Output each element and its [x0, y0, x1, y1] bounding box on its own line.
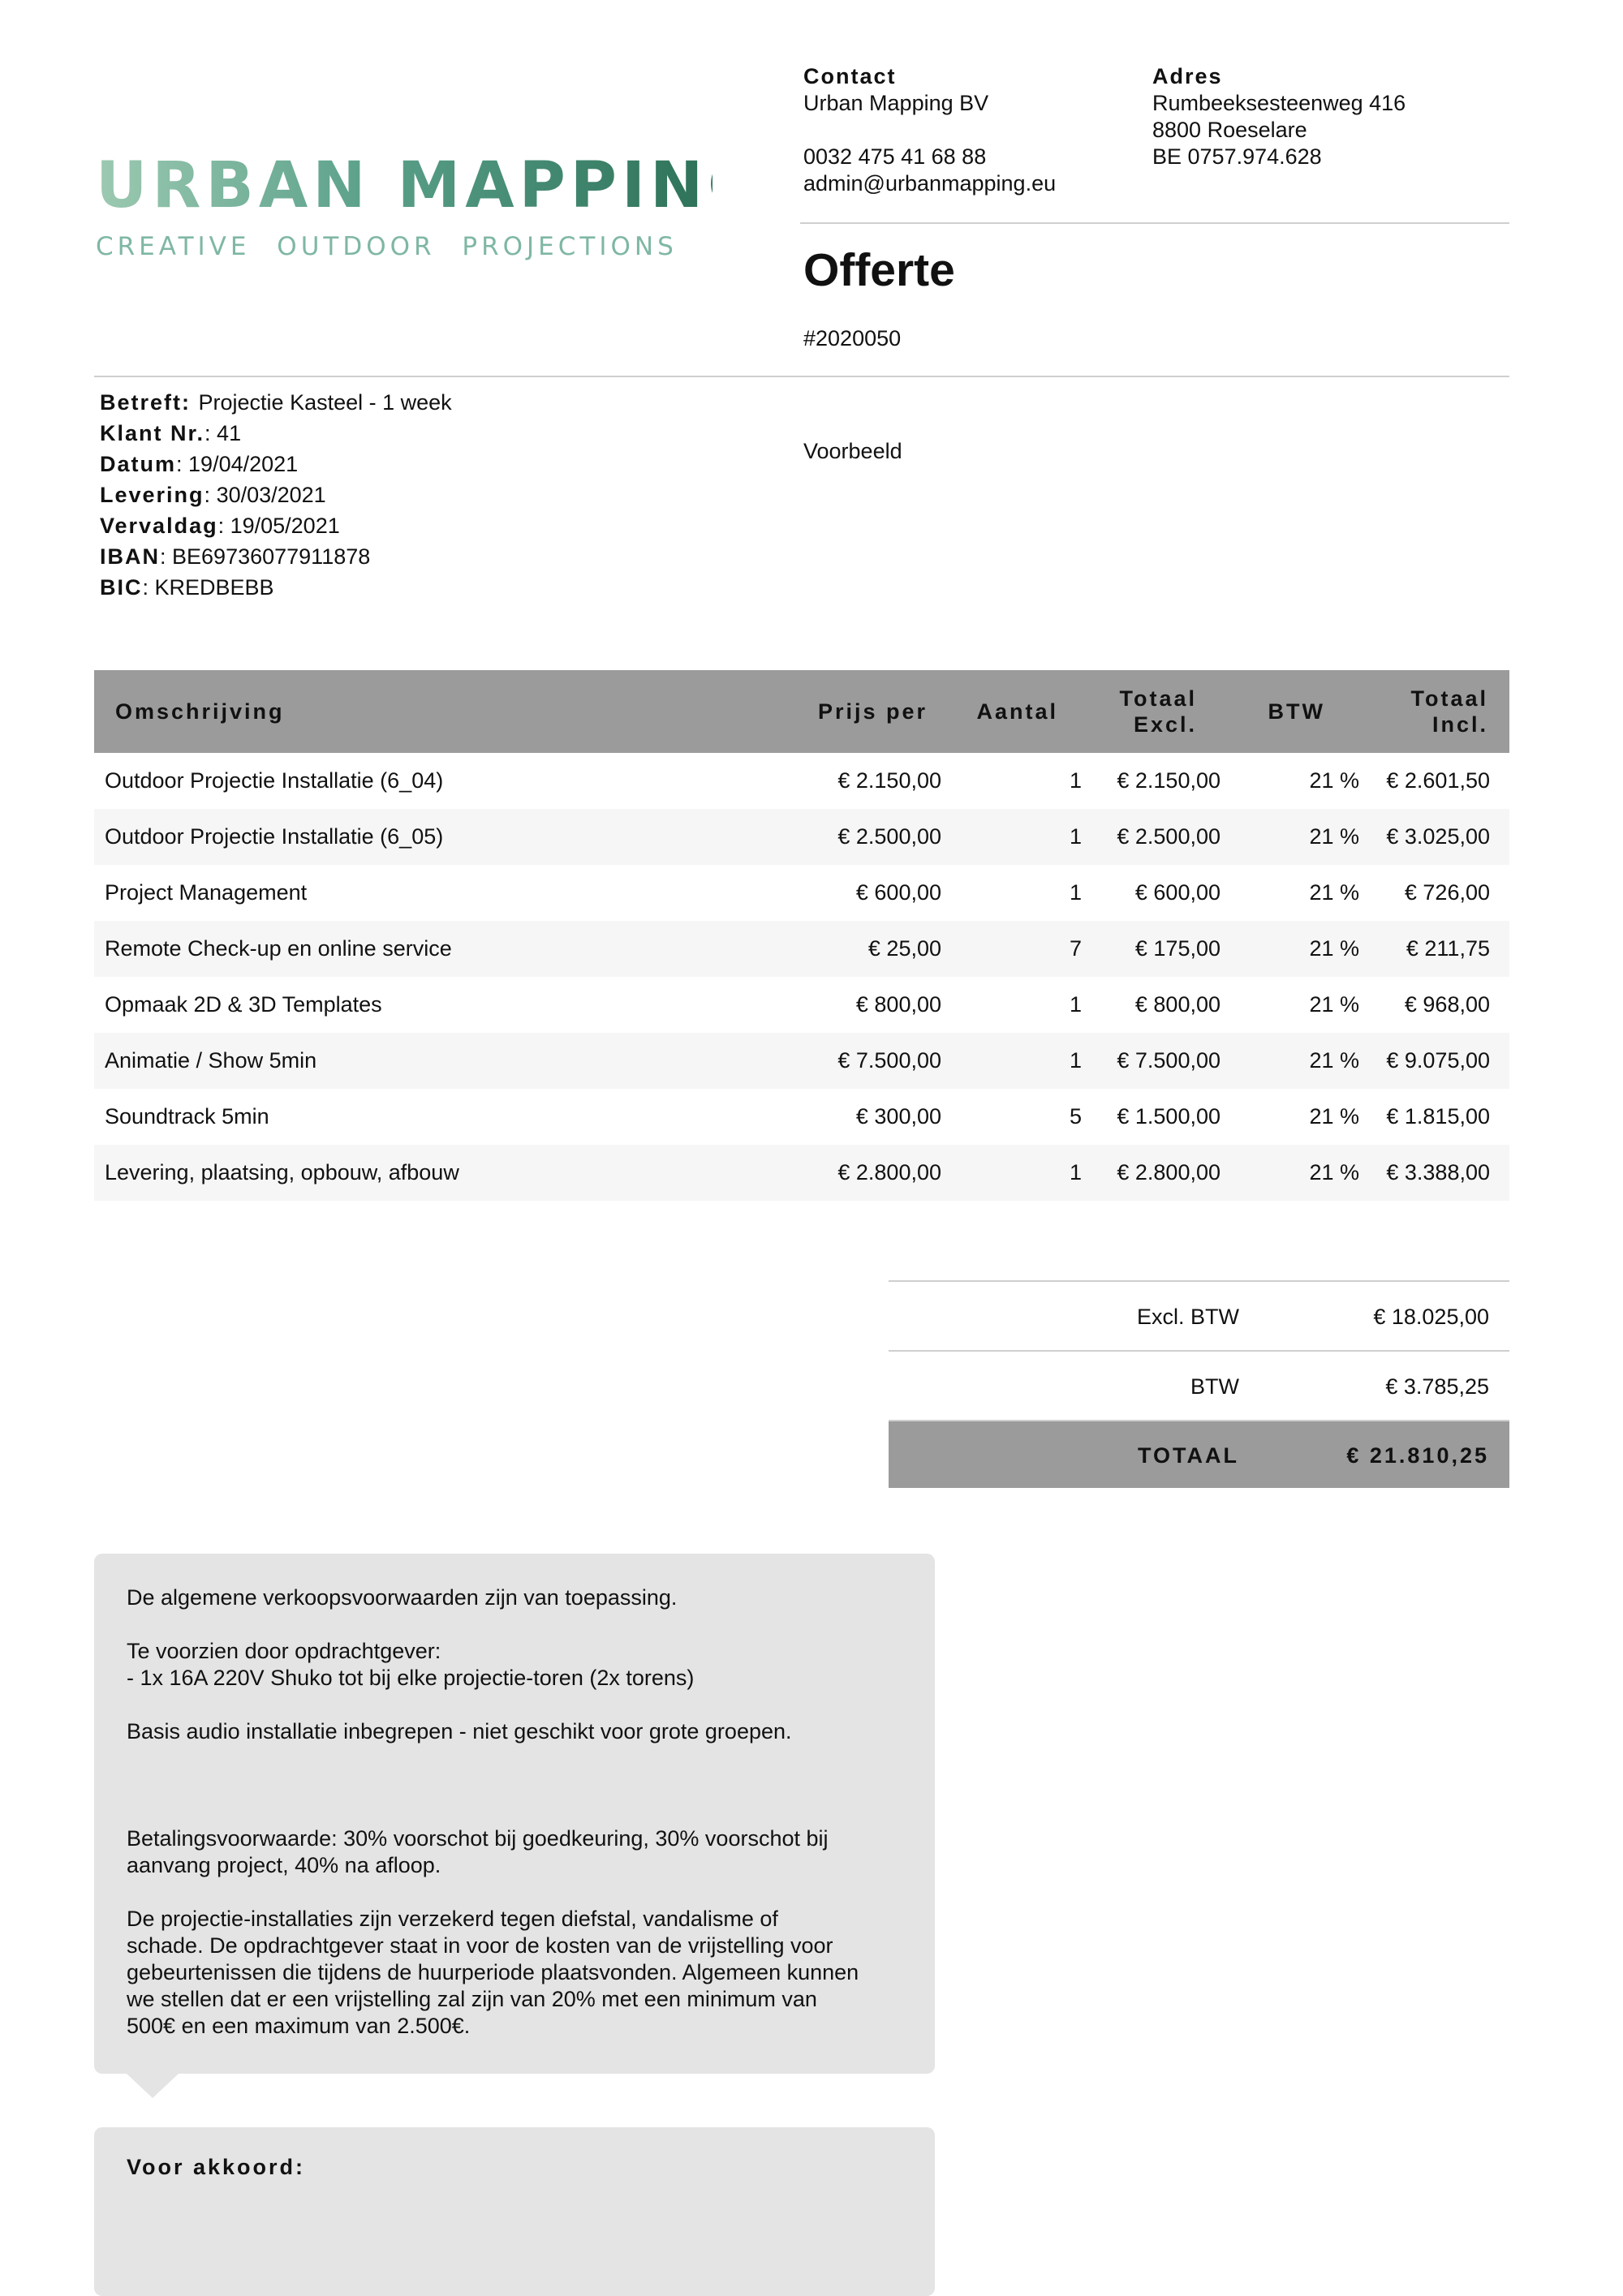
totals-row-btw — [889, 1350, 1509, 1420]
table-row — [94, 1033, 1509, 1089]
line-items-table — [94, 670, 1509, 1201]
table-header — [94, 670, 1509, 753]
cell-total-incl: € 211,75 — [1406, 936, 1490, 961]
cell-description: Remote Check-up en online service — [105, 936, 452, 961]
contact-company: Urban Mapping BV — [803, 91, 989, 115]
meta-value: 41 — [217, 421, 242, 445]
cell-price: € 300,00 — [855, 1104, 941, 1129]
cell-total-excl: € 2.150,00 — [1117, 768, 1220, 793]
cell-price: € 7.500,00 — [837, 1048, 941, 1073]
cell-quantity: 1 — [1069, 992, 1082, 1017]
address-vat: BE 0757.974.628 — [1152, 144, 1322, 169]
cell-quantity: 1 — [1069, 880, 1082, 905]
cell-quantity: 1 — [1069, 1048, 1082, 1073]
cell-total-incl: € 726,00 — [1404, 880, 1490, 905]
logo-subtitle: CREATIVE OUTDOOR PROJECTIONS — [96, 232, 678, 261]
cell-price: € 2.150,00 — [837, 768, 941, 793]
col-header-total-incl: Totaal Incl. — [1410, 686, 1488, 737]
cell-description: Opmaak 2D & 3D Templates — [105, 992, 382, 1017]
note-line: Basis audio installatie inbegrepen - niet geschikt voor grote groepen. — [127, 1719, 792, 1743]
address-heading: Adres — [1152, 64, 1223, 88]
totals-total-value: € 21.810,25 — [1346, 1443, 1489, 1468]
col-header-quantity: Aantal — [976, 699, 1058, 724]
meta-value: 19/04/2021 — [188, 452, 299, 476]
cell-description: Project Management — [105, 880, 308, 905]
totals-total-label: TOTAAL — [1138, 1443, 1239, 1468]
cell-description: Animatie / Show 5min — [105, 1048, 317, 1073]
divider — [800, 222, 1509, 224]
cell-quantity: 1 — [1069, 768, 1082, 793]
table-row — [94, 977, 1509, 1033]
meta-key: Klant Nr. — [100, 421, 205, 445]
cell-total-excl: € 1.500,00 — [1117, 1104, 1220, 1129]
cell-quantity: 1 — [1069, 1160, 1082, 1185]
cell-price: € 2.800,00 — [837, 1160, 941, 1185]
col-header-total-excl: Totaal Excl. — [1119, 686, 1197, 737]
note-line: gebeurtenissen die tijdens de huurperiode plaatsvonden. Algemeen kunnen — [127, 1960, 859, 1984]
col-header-btw: BTW — [1268, 699, 1325, 724]
meta-row: Klant Nr.: 41 — [100, 421, 242, 445]
meta-row: IBAN: BE69736077911878 — [100, 544, 371, 569]
table-row — [94, 1089, 1509, 1145]
col-header-price: Prijs per — [817, 699, 928, 724]
cell-btw: 21 % — [1309, 824, 1359, 849]
totals-btw-label: BTW — [1190, 1374, 1239, 1399]
document-note: Voorbeeld — [803, 439, 902, 463]
cell-total-incl: € 9.075,00 — [1386, 1048, 1490, 1073]
note-line: Te voorzien door opdrachtgever: — [127, 1639, 441, 1663]
cell-description: Outdoor Projectie Installatie (6_05) — [105, 824, 444, 849]
cell-total-excl: € 2.500,00 — [1117, 824, 1220, 849]
note-line: - 1x 16A 220V Shuko tot bij elke projectie-toren (2x torens) — [127, 1666, 695, 1690]
cell-btw: 21 % — [1309, 1160, 1359, 1185]
cell-total-incl: € 3.025,00 — [1386, 824, 1490, 849]
cell-btw: 21 % — [1309, 992, 1359, 1017]
signature-heading: Voor akkoord: — [127, 2155, 306, 2179]
contact-block — [803, 63, 1056, 197]
note-line: we stellen dat er een vrijstelling zal zijn van 20% met een minimum van — [127, 1987, 817, 2011]
meta-row: Levering: 30/03/2021 — [100, 483, 326, 507]
cell-total-incl: € 3.388,00 — [1386, 1160, 1490, 1185]
cell-btw: 21 % — [1309, 1048, 1359, 1073]
meta-row: Betreft: Projectie Kasteel - 1 week — [100, 390, 452, 415]
speech-tail — [127, 2074, 179, 2098]
signature-box — [94, 2127, 935, 2296]
cell-quantity: 5 — [1069, 1104, 1082, 1129]
meta-key: Datum — [100, 452, 177, 476]
table-row — [94, 865, 1509, 921]
document-number: #2020050 — [803, 326, 902, 350]
totals-btw-value: € 3.785,25 — [1385, 1374, 1489, 1399]
totals-row-excl — [889, 1280, 1509, 1350]
address-street: Rumbeeksesteenweg 416 — [1152, 91, 1406, 115]
cell-btw: 21 % — [1309, 936, 1359, 961]
totals-block — [889, 1280, 1509, 1488]
contact-phone: 0032 475 41 68 88 — [803, 144, 987, 169]
meta-key: Betreft — [100, 390, 183, 415]
note-line: 500€ en een maximum van 2.500€. — [127, 2014, 471, 2038]
cell-total-excl: € 800,00 — [1134, 992, 1220, 1017]
divider — [94, 376, 1509, 377]
meta-key: BIC — [100, 575, 143, 600]
terms-notes — [94, 1554, 935, 2074]
cell-quantity: 7 — [1069, 936, 1082, 961]
note-line: aanvang project, 40% na afloop. — [127, 1853, 441, 1877]
meta-row: Vervaldag: 19/05/2021 — [100, 514, 340, 538]
cell-quantity: 1 — [1069, 824, 1082, 849]
contact-email: admin@urbanmapping.eu — [803, 171, 1057, 196]
cell-price: € 25,00 — [867, 936, 941, 961]
meta-row: Datum: 19/04/2021 — [100, 452, 299, 476]
meta-key: IBAN — [100, 544, 160, 569]
address-block — [1152, 63, 1406, 170]
table-body — [94, 753, 1509, 1201]
note-line: Betalingsvoorwaarde: 30% voorschot bij goedkeuring, 30% voorschot bij — [127, 1826, 829, 1851]
cell-price: € 2.500,00 — [837, 824, 941, 849]
cell-total-excl: € 7.500,00 — [1117, 1048, 1220, 1073]
cell-total-excl: € 175,00 — [1134, 936, 1220, 961]
cell-btw: 21 % — [1309, 880, 1359, 905]
meta-value: 19/05/2021 — [230, 514, 340, 538]
table-row — [94, 1145, 1509, 1201]
meta-value: BE69736077911878 — [172, 544, 371, 569]
table-row — [94, 809, 1509, 865]
meta-key: Levering — [100, 483, 204, 507]
cell-price: € 800,00 — [855, 992, 941, 1017]
cell-total-incl: € 968,00 — [1404, 992, 1490, 1017]
contact-heading: Contact — [803, 64, 897, 88]
quote-meta — [100, 387, 452, 603]
totals-excl-label: Excl. BTW — [1137, 1304, 1239, 1329]
totals-row-total — [889, 1420, 1509, 1488]
meta-row: BIC: KREDBEBB — [100, 575, 274, 600]
address-city: 8800 Roeselare — [1152, 118, 1307, 142]
document-title: Offerte — [803, 244, 955, 296]
table-row — [94, 921, 1509, 977]
cell-price: € 600,00 — [855, 880, 941, 905]
meta-value: KREDBEBB — [154, 575, 274, 600]
cell-description: Outdoor Projectie Installatie (6_04) — [105, 768, 444, 793]
cell-total-incl: € 2.601,50 — [1386, 768, 1490, 793]
meta-value: 30/03/2021 — [216, 483, 326, 507]
cell-btw: 21 % — [1309, 768, 1359, 793]
meta-value: Projectie Kasteel - 1 week — [198, 390, 452, 415]
cell-description: Levering, plaatsing, opbouw, afbouw — [105, 1160, 459, 1185]
note-line: De projectie-installaties zijn verzekerd tegen diefstal, vandalisme of — [127, 1907, 778, 1931]
table-row — [94, 753, 1509, 809]
meta-key: Vervaldag — [100, 514, 218, 538]
cell-btw: 21 % — [1309, 1104, 1359, 1129]
cell-total-excl: € 600,00 — [1134, 880, 1220, 905]
cell-description: Soundtrack 5min — [105, 1104, 269, 1129]
logo-title: URBAN MAPPING — [96, 149, 765, 222]
col-header-description: Omschrijving — [115, 699, 285, 724]
company-logo — [96, 149, 765, 261]
totals-excl-value: € 18.025,00 — [1373, 1304, 1489, 1329]
cell-total-excl: € 2.800,00 — [1117, 1160, 1220, 1185]
note-line: De algemene verkoopsvoorwaarden zijn van toepassing. — [127, 1585, 678, 1610]
cell-total-incl: € 1.815,00 — [1386, 1104, 1490, 1129]
note-line: schade. De opdrachtgever staat in voor de kosten van de vrijstelling voor — [127, 1933, 833, 1958]
